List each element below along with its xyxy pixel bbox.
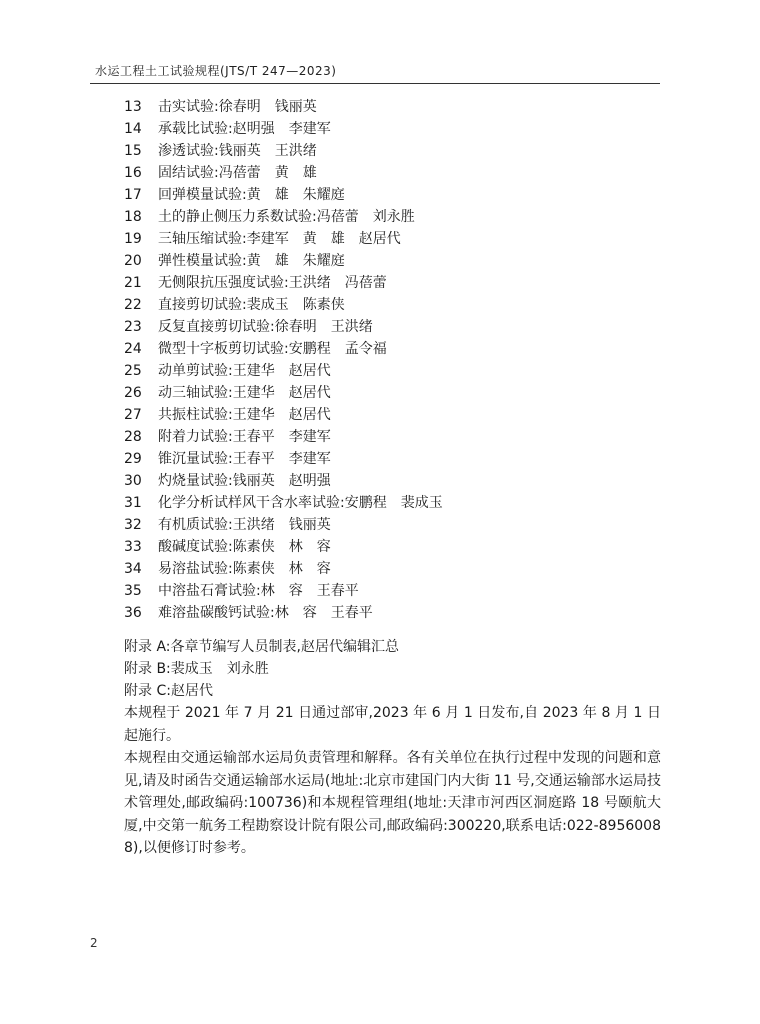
list-item [0, 206, 760, 228]
list-item-number: 14 [124, 121, 142, 137]
list-item [0, 272, 760, 294]
list-item [0, 338, 760, 360]
list-item [0, 536, 760, 558]
list-item-number: 32 [124, 517, 142, 533]
list-item-text: 渗透试验:钱丽英 王洪绪 [158, 143, 317, 159]
list-item-text: 难溶盐碳酸钙试验:林 容 王春平 [158, 605, 373, 621]
list-item-number: 22 [124, 297, 142, 313]
list-item-number: 18 [124, 209, 142, 225]
list-item-text: 锥沉量试验:王春平 李建军 [158, 451, 331, 467]
list-item [0, 96, 760, 118]
list-item [0, 294, 760, 316]
list-item-number: 27 [124, 407, 142, 423]
list-item [0, 426, 760, 448]
list-item-text: 微型十字板剪切试验:安鹏程 孟令福 [158, 341, 387, 357]
list-item [0, 514, 760, 536]
list-item-text: 酸碱度试验:陈素侠 林 容 [158, 539, 331, 555]
list-item-text: 固结试验:冯蓓蕾 黄 雄 [158, 165, 317, 181]
list-item-text: 回弹模量试验:黄 雄 朱耀庭 [158, 187, 345, 203]
list-item-number: 15 [124, 143, 142, 159]
list-item-number: 26 [124, 385, 142, 401]
list-item [0, 580, 760, 602]
list-item [0, 250, 760, 272]
list-item-number: 23 [124, 319, 142, 335]
list-item-number: 24 [124, 341, 142, 357]
list-item-text: 动三轴试验:王建华 赵居代 [158, 385, 331, 401]
list-item-text: 土的静止侧压力系数试验:冯蓓蕾 刘永胜 [158, 209, 415, 225]
list-item-number: 29 [124, 451, 142, 467]
list-item-text: 中溶盐石膏试验:林 容 王春平 [158, 583, 359, 599]
list-item [0, 448, 760, 470]
list-item-text: 击实试验:徐春明 钱丽英 [158, 99, 317, 115]
list-item [0, 184, 760, 206]
list-item-text: 灼烧量试验:钱丽英 赵明强 [158, 473, 331, 489]
list-item-number: 28 [124, 429, 142, 445]
list-item [0, 228, 760, 250]
list-item-number: 33 [124, 539, 142, 555]
list-item-number: 36 [124, 605, 142, 621]
paragraph-administration: 本规程由交通运输部水运局负责管理和解释。各有关单位在执行过程中发现的问题和意见,请及时函告交通运输部水运局(地址:北京市建国门内大街 11 号,交通运输部水运局技术管理处,邮政编码:100736)和本规程管理组(地址:天津市河西区洞庭路 18 号颐航大厦,中交第一航务工程勘察设计院有限公司,邮政编码:300220,联系电话:022-89560088),以便修订时参考。 [124, 750, 661, 856]
list-item [0, 140, 760, 162]
list-item [0, 118, 760, 140]
list-item-number: 20 [124, 253, 142, 269]
list-item-text: 附着力试验:王春平 李建军 [158, 429, 331, 445]
appendix-b: 附录 B:裴成玉 刘永胜 [124, 661, 269, 677]
running-header: 水运工程土工试验规程(JTS/T 247—2023) [95, 64, 337, 78]
appendix-a: 附录 A:各章节编写人员制表,赵居代编辑汇总 [124, 639, 399, 655]
list-item [0, 360, 760, 382]
list-item-text: 三轴压缩试验:李建军 黄 雄 赵居代 [158, 231, 401, 247]
list-item-text: 共振柱试验:王建华 赵居代 [158, 407, 331, 423]
header-rule [90, 83, 660, 84]
appendix-c: 附录 C:赵居代 [124, 683, 213, 699]
list-item [0, 316, 760, 338]
list-item [0, 558, 760, 580]
page-number: 2 [90, 936, 98, 950]
list-item [0, 404, 760, 426]
list-item [0, 382, 760, 404]
list-item-text: 承载比试验:赵明强 李建军 [158, 121, 331, 137]
paragraph-effective-date: 本规程于 2021 年 7 月 21 日通过部审,2023 年 6 月 1 日发布,自 2023 年 8 月 1 日起施行。 [124, 705, 661, 744]
list-item-text: 有机质试验:王洪绪 钱丽英 [158, 517, 331, 533]
list-item-text: 动单剪试验:王建华 赵居代 [158, 363, 331, 379]
list-item-number: 16 [124, 165, 142, 181]
list-item [0, 470, 760, 492]
list-item-text: 易溶盐试验:陈素侠 林 容 [158, 561, 331, 577]
list-item-number: 17 [124, 187, 142, 203]
list-item [0, 162, 760, 184]
list-item-text: 化学分析试样风干含水率试验:安鹏程 裴成玉 [158, 495, 443, 511]
list-item-number: 25 [124, 363, 142, 379]
list-item-number: 35 [124, 583, 142, 599]
list-item-text: 无侧限抗压强度试验:王洪绪 冯蓓蕾 [158, 275, 387, 291]
list-item-text: 弹性模量试验:黄 雄 朱耀庭 [158, 253, 345, 269]
list-item-number: 31 [124, 495, 142, 511]
list-item-text: 反复直接剪切试验:徐春明 王洪绪 [158, 319, 373, 335]
list-item-number: 21 [124, 275, 142, 291]
list-item [0, 492, 760, 514]
list-item [0, 602, 760, 624]
list-item-number: 34 [124, 561, 142, 577]
list-item-number: 30 [124, 473, 142, 489]
list-item-number: 19 [124, 231, 142, 247]
list-item-number: 13 [124, 99, 142, 115]
list-item-text: 直接剪切试验:裴成玉 陈素侠 [158, 297, 345, 313]
